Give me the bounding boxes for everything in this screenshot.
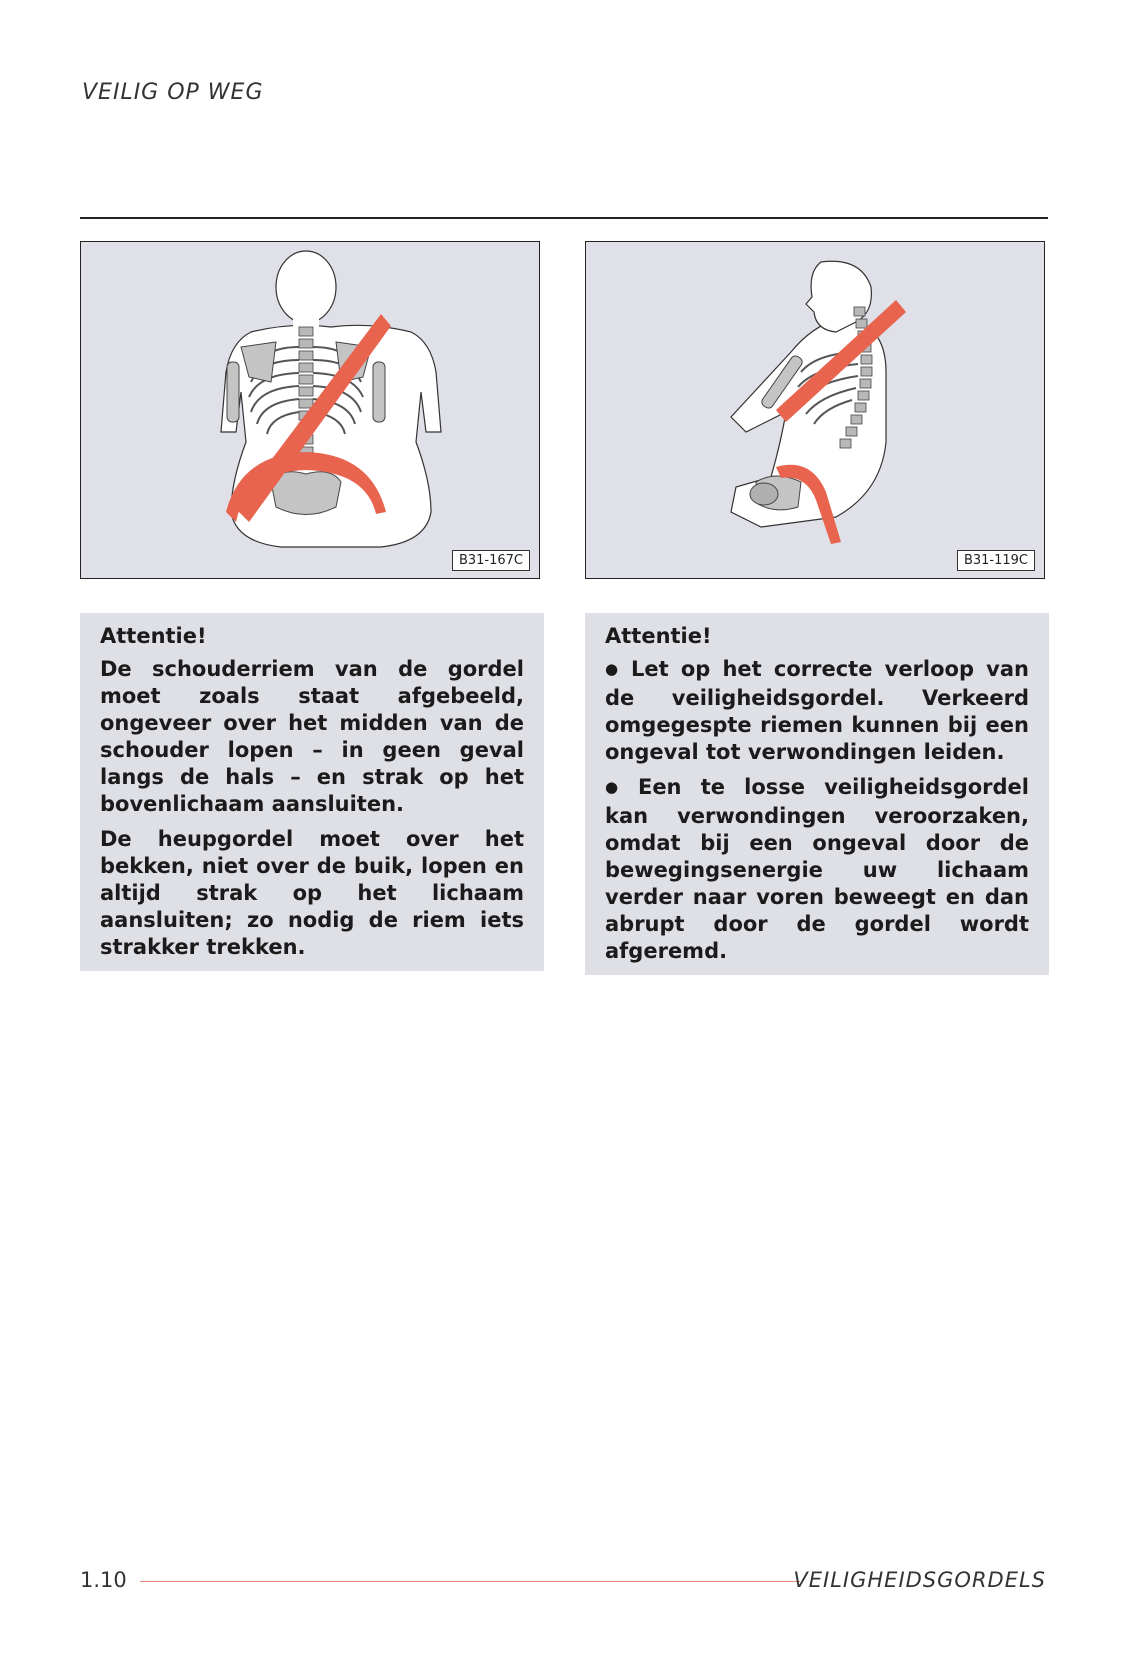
page-number: 1.10 (80, 1568, 127, 1592)
chapter-title: VEILIGHEIDSGORDELS (793, 1568, 1046, 1592)
note-title: Attentie! (605, 624, 712, 648)
figure-side-view (585, 241, 1045, 579)
note-paragraph: De schouderriem van de gordel moet zoals staat afgebeeld, ongeveer over het midden van de schouder lopen – in geen geval langs de hals – en strak op het bovenlichaam aansluiten. (100, 657, 524, 816)
header-divider (80, 217, 1048, 219)
note-bullet-text: Een te losse veiligheidsgordel kan verwondingen veroorzaken, omdat bij een ongeval door de bewegingsenergie uw lichaam verder naar voren beweegt en dan abrupt door de gordel wordt afgeremd. (605, 775, 1029, 963)
note-title: Attentie! (100, 624, 207, 648)
attention-note-right (585, 613, 1049, 975)
note-bullet-item (605, 774, 1029, 965)
bullet-icon (605, 775, 638, 799)
skeleton-side-illustration (586, 242, 1045, 579)
note-bullet-text: Let op het correcte verloop van de veiligheidsgordel. Verkeerd omgegespte riemen kunnen bij een ongeval tot verwondingen leiden. (605, 657, 1029, 764)
bullet-icon (605, 657, 631, 681)
attention-note-left (80, 613, 544, 971)
skeleton-back-illustration (81, 242, 540, 579)
note-paragraph: De heupgordel moet over het bekken, niet over de buik, lopen en altijd strak op het lichaam aansluiten; zo nodig de riem iets strakker trekken. (100, 827, 524, 959)
figure-back-view (80, 241, 540, 579)
figure-code: B31-167C (452, 550, 530, 571)
figure-code: B31-119C (957, 550, 1035, 571)
note-bullet-item (605, 656, 1029, 766)
footer-divider (140, 1581, 800, 1582)
section-header: VEILIG OP WEG (82, 80, 264, 105)
